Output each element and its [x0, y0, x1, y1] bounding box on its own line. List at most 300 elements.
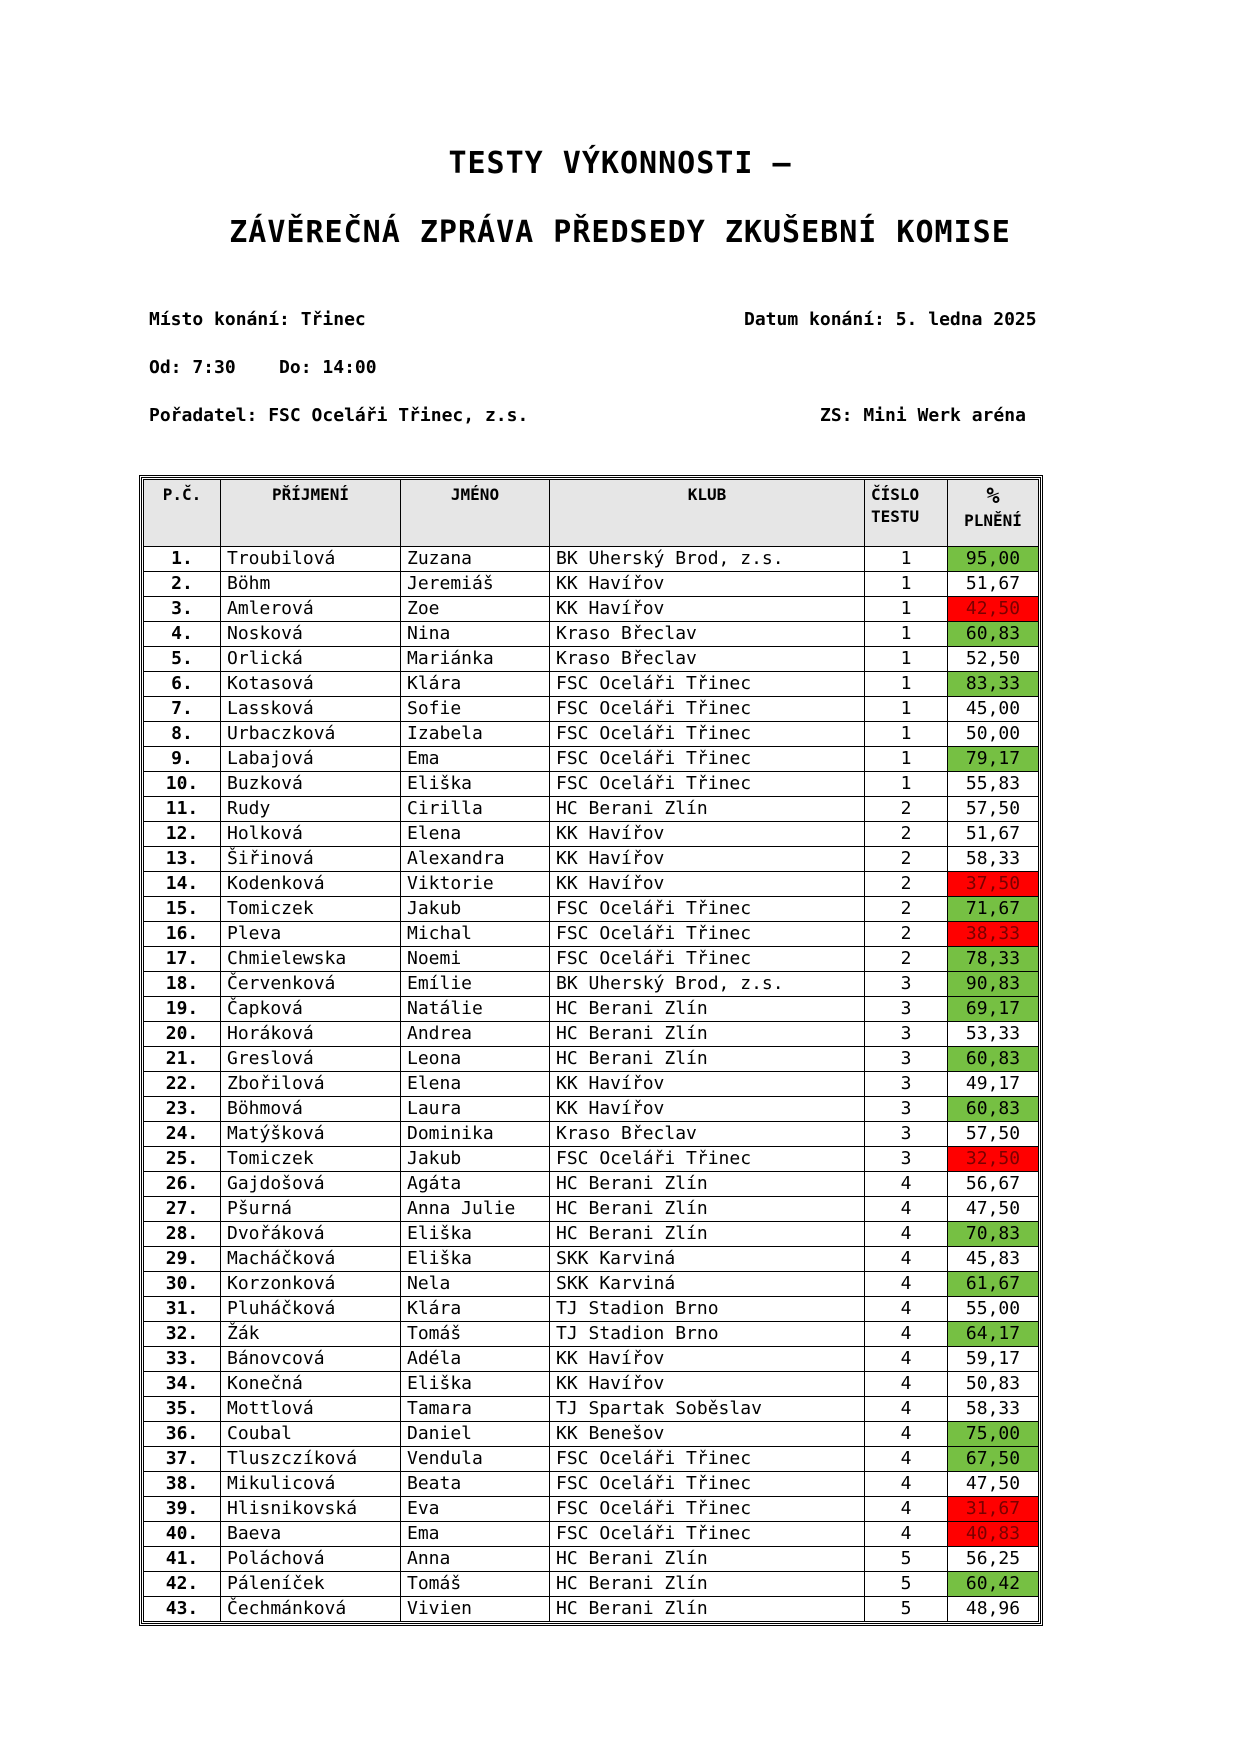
row-number: 42.	[144, 1572, 221, 1597]
first-name-cell: Tomáš	[401, 1572, 550, 1597]
club-cell: KK Havířov	[550, 847, 865, 872]
row-number: 2.	[144, 572, 221, 597]
row-number: 40.	[144, 1522, 221, 1547]
table-row	[144, 1547, 1039, 1572]
percent-icon: %	[986, 484, 1000, 509]
row-number: 14.	[144, 872, 221, 897]
surname-cell: Macháčková	[221, 1247, 401, 1272]
test-number-cell: 5	[865, 1572, 948, 1597]
first-name-cell: Zuzana	[401, 547, 550, 572]
score-cell: 60,83	[948, 1047, 1039, 1072]
score-cell: 56,25	[948, 1547, 1039, 1572]
test-number-cell: 3	[865, 1122, 948, 1147]
row-number: 23.	[144, 1097, 221, 1122]
row-number: 43.	[144, 1597, 221, 1622]
first-name-cell: Leona	[401, 1047, 550, 1072]
surname-cell: Kotasová	[221, 672, 401, 697]
rink-label: ZS: Mini Werk aréna	[820, 405, 1026, 426]
score-cell: 58,33	[948, 847, 1039, 872]
score-cell: 58,33	[948, 1397, 1039, 1422]
test-number-cell: 4	[865, 1297, 948, 1322]
first-name-cell: Elena	[401, 1072, 550, 1097]
surname-cell: Chmielewska	[221, 947, 401, 972]
first-name-cell: Jakub	[401, 897, 550, 922]
surname-cell: Gajdošová	[221, 1172, 401, 1197]
first-name-cell: Tamara	[401, 1397, 550, 1422]
club-cell: FSC Oceláři Třinec	[550, 722, 865, 747]
test-number-cell: 4	[865, 1197, 948, 1222]
test-number-cell: 4	[865, 1272, 948, 1297]
title-line-2: ZÁVĚREČNÁ ZPRÁVA PŘEDSEDY ZKUŠEBNÍ KOMISE	[229, 215, 1011, 250]
first-name-cell: Anna Julie	[401, 1197, 550, 1222]
surname-cell: Coubal	[221, 1422, 401, 1447]
surname-cell: Mottlová	[221, 1397, 401, 1422]
test-number-cell: 1	[865, 572, 948, 597]
first-name-cell: Agáta	[401, 1172, 550, 1197]
test-number-cell: 4	[865, 1422, 948, 1447]
surname-cell: Pluháčková	[221, 1297, 401, 1322]
surname-cell: Nosková	[221, 622, 401, 647]
row-number: 17.	[144, 947, 221, 972]
first-name-cell: Vendula	[401, 1447, 550, 1472]
club-cell: KK Havířov	[550, 822, 865, 847]
table-row	[144, 1047, 1039, 1072]
test-number-cell: 3	[865, 1147, 948, 1172]
first-name-cell: Nela	[401, 1272, 550, 1297]
score-cell: 49,17	[948, 1072, 1039, 1097]
test-number-cell: 4	[865, 1172, 948, 1197]
row-number: 10.	[144, 772, 221, 797]
header-jmeno: JMÉNO	[401, 480, 550, 547]
first-name-cell: Sofie	[401, 697, 550, 722]
score-cell: 79,17	[948, 747, 1039, 772]
table-row	[144, 597, 1039, 622]
club-cell: KK Havířov	[550, 572, 865, 597]
row-number: 22.	[144, 1072, 221, 1097]
surname-cell: Šiřinová	[221, 847, 401, 872]
surname-cell: Pšurná	[221, 1197, 401, 1222]
title-line-1: TESTY VÝKONNOSTI –	[448, 146, 792, 181]
header-klub: KLUB	[550, 480, 865, 547]
surname-cell: Lassková	[221, 697, 401, 722]
test-number-cell: 2	[865, 847, 948, 872]
surname-cell: Pleva	[221, 922, 401, 947]
row-number: 16.	[144, 922, 221, 947]
test-number-cell: 4	[865, 1397, 948, 1422]
score-cell: 57,50	[948, 797, 1039, 822]
row-number: 32.	[144, 1322, 221, 1347]
club-cell: HC Berani Zlín	[550, 1022, 865, 1047]
club-cell: Kraso Břeclav	[550, 1122, 865, 1147]
surname-cell: Rudy	[221, 797, 401, 822]
first-name-cell: Emílie	[401, 972, 550, 997]
row-number: 21.	[144, 1047, 221, 1072]
test-number-cell: 2	[865, 947, 948, 972]
table-row	[144, 1472, 1039, 1497]
first-name-cell: Alexandra	[401, 847, 550, 872]
test-number-cell: 2	[865, 797, 948, 822]
table-row	[144, 1597, 1039, 1622]
table-row	[144, 1447, 1039, 1472]
score-cell: 55,83	[948, 772, 1039, 797]
surname-cell: Baeva	[221, 1522, 401, 1547]
first-name-cell: Jeremiáš	[401, 572, 550, 597]
club-cell: HC Berani Zlín	[550, 797, 865, 822]
surname-cell: Čechmánková	[221, 1597, 401, 1622]
table-row	[144, 1172, 1039, 1197]
test-number-cell: 3	[865, 1047, 948, 1072]
first-name-cell: Mariánka	[401, 647, 550, 672]
score-cell: 95,00	[948, 547, 1039, 572]
header-cislo-testu	[865, 480, 948, 547]
score-cell: 47,50	[948, 1197, 1039, 1222]
table-row	[144, 1347, 1039, 1372]
first-name-cell: Beata	[401, 1472, 550, 1497]
score-cell: 60,83	[948, 1097, 1039, 1122]
club-cell: FSC Oceláři Třinec	[550, 1447, 865, 1472]
score-cell: 42,50	[948, 597, 1039, 622]
table-row	[144, 772, 1039, 797]
club-cell: HC Berani Zlín	[550, 1172, 865, 1197]
test-number-cell: 4	[865, 1447, 948, 1472]
table-row	[144, 697, 1039, 722]
club-cell: HC Berani Zlín	[550, 1572, 865, 1597]
test-number-cell: 4	[865, 1497, 948, 1522]
test-number-cell: 2	[865, 922, 948, 947]
table-row	[144, 1122, 1039, 1147]
table-row	[144, 872, 1039, 897]
score-cell: 57,50	[948, 1122, 1039, 1147]
header-cislo-line2: TESTU	[871, 507, 920, 526]
test-number-cell: 4	[865, 1347, 948, 1372]
club-cell: HC Berani Zlín	[550, 1547, 865, 1572]
table-row	[144, 822, 1039, 847]
surname-cell: Červenková	[221, 972, 401, 997]
test-number-cell: 5	[865, 1597, 948, 1622]
surname-cell: Tomiczek	[221, 1147, 401, 1172]
test-number-cell: 1	[865, 722, 948, 747]
club-cell: SKK Karviná	[550, 1272, 865, 1297]
first-name-cell: Eliška	[401, 772, 550, 797]
score-cell: 59,17	[948, 1347, 1039, 1372]
first-name-cell: Ema	[401, 1522, 550, 1547]
table-row	[144, 1322, 1039, 1347]
test-number-cell: 1	[865, 772, 948, 797]
score-cell: 31,67	[948, 1497, 1039, 1522]
club-cell: KK Havířov	[550, 597, 865, 622]
club-cell: FSC Oceláři Třinec	[550, 1472, 865, 1497]
table-row	[144, 847, 1039, 872]
first-name-cell: Klára	[401, 672, 550, 697]
row-number: 34.	[144, 1372, 221, 1397]
table-row	[144, 1147, 1039, 1172]
table-row	[144, 1522, 1039, 1547]
row-number: 35.	[144, 1397, 221, 1422]
table-row	[144, 1272, 1039, 1297]
first-name-cell: Zoe	[401, 597, 550, 622]
results-table	[143, 479, 1039, 1622]
test-number-cell: 4	[865, 1222, 948, 1247]
score-cell: 64,17	[948, 1322, 1039, 1347]
club-cell: FSC Oceláři Třinec	[550, 672, 865, 697]
row-number: 26.	[144, 1172, 221, 1197]
surname-cell: Tomiczek	[221, 897, 401, 922]
header-plneni	[948, 480, 1039, 547]
surname-cell: Holková	[221, 822, 401, 847]
surname-cell: Böhmová	[221, 1097, 401, 1122]
test-number-cell: 4	[865, 1522, 948, 1547]
table-row	[144, 647, 1039, 672]
test-number-cell: 1	[865, 547, 948, 572]
score-cell: 51,67	[948, 572, 1039, 597]
club-cell: KK Benešov	[550, 1422, 865, 1447]
club-cell: KK Havířov	[550, 1372, 865, 1397]
club-cell: BK Uherský Brod, z.s.	[550, 547, 865, 572]
row-number: 7.	[144, 697, 221, 722]
first-name-cell: Adéla	[401, 1347, 550, 1372]
test-number-cell: 1	[865, 597, 948, 622]
club-cell: HC Berani Zlín	[550, 1222, 865, 1247]
row-number: 36.	[144, 1422, 221, 1447]
surname-cell: Páleníček	[221, 1572, 401, 1597]
test-number-cell: 1	[865, 622, 948, 647]
first-name-cell: Eva	[401, 1497, 550, 1522]
table-row	[144, 547, 1039, 572]
test-number-cell: 4	[865, 1372, 948, 1397]
table-row	[144, 1572, 1039, 1597]
table-row	[144, 622, 1039, 647]
score-cell: 50,00	[948, 722, 1039, 747]
test-number-cell: 3	[865, 972, 948, 997]
first-name-cell: Jakub	[401, 1147, 550, 1172]
score-cell: 70,83	[948, 1222, 1039, 1247]
test-number-cell: 3	[865, 1097, 948, 1122]
club-cell: KK Havířov	[550, 1097, 865, 1122]
score-cell: 32,50	[948, 1147, 1039, 1172]
row-number: 33.	[144, 1347, 221, 1372]
table-row	[144, 972, 1039, 997]
table-row	[144, 1222, 1039, 1247]
surname-cell: Amlerová	[221, 597, 401, 622]
club-cell: KK Havířov	[550, 1347, 865, 1372]
row-number: 15.	[144, 897, 221, 922]
first-name-cell: Eliška	[401, 1372, 550, 1397]
first-name-cell: Dominika	[401, 1122, 550, 1147]
score-cell: 71,67	[948, 897, 1039, 922]
table-row	[144, 897, 1039, 922]
table-body	[144, 547, 1039, 1622]
first-name-cell: Elena	[401, 822, 550, 847]
surname-cell: Orlická	[221, 647, 401, 672]
score-cell: 67,50	[948, 1447, 1039, 1472]
score-cell: 83,33	[948, 672, 1039, 697]
surname-cell: Čapková	[221, 997, 401, 1022]
score-cell: 48,96	[948, 1597, 1039, 1622]
surname-cell: Konečná	[221, 1372, 401, 1397]
club-cell: TJ Spartak Soběslav	[550, 1397, 865, 1422]
club-cell: HC Berani Zlín	[550, 1597, 865, 1622]
table-row	[144, 572, 1039, 597]
first-name-cell: Eliška	[401, 1222, 550, 1247]
score-cell: 51,67	[948, 822, 1039, 847]
table-row	[144, 947, 1039, 972]
surname-cell: Poláchová	[221, 1547, 401, 1572]
score-cell: 75,00	[948, 1422, 1039, 1447]
row-number: 31.	[144, 1297, 221, 1322]
test-number-cell: 4	[865, 1247, 948, 1272]
club-cell: Kraso Břeclav	[550, 647, 865, 672]
row-number: 18.	[144, 972, 221, 997]
row-number: 3.	[144, 597, 221, 622]
score-cell: 47,50	[948, 1472, 1039, 1497]
club-cell: FSC Oceláři Třinec	[550, 1147, 865, 1172]
row-number: 39.	[144, 1497, 221, 1522]
score-cell: 69,17	[948, 997, 1039, 1022]
score-cell: 53,33	[948, 1022, 1039, 1047]
header-plneni-label: PLNĚNÍ	[964, 511, 1022, 530]
score-cell: 60,83	[948, 622, 1039, 647]
row-number: 8.	[144, 722, 221, 747]
header-cislo-line1: ČÍSLO	[871, 485, 920, 504]
club-cell: FSC Oceláři Třinec	[550, 922, 865, 947]
club-cell: FSC Oceláři Třinec	[550, 747, 865, 772]
surname-cell: Buzková	[221, 772, 401, 797]
first-name-cell: Daniel	[401, 1422, 550, 1447]
row-number: 29.	[144, 1247, 221, 1272]
row-number: 28.	[144, 1222, 221, 1247]
surname-cell: Bánovcová	[221, 1347, 401, 1372]
table-row	[144, 1372, 1039, 1397]
test-number-cell: 4	[865, 1472, 948, 1497]
surname-cell: Urbaczková	[221, 722, 401, 747]
first-name-cell: Michal	[401, 922, 550, 947]
club-cell: KK Havířov	[550, 872, 865, 897]
first-name-cell: Nina	[401, 622, 550, 647]
surname-cell: Greslová	[221, 1047, 401, 1072]
test-number-cell: 2	[865, 897, 948, 922]
score-cell: 50,83	[948, 1372, 1039, 1397]
test-number-cell: 1	[865, 747, 948, 772]
surname-cell: Matýšková	[221, 1122, 401, 1147]
test-number-cell: 3	[865, 997, 948, 1022]
row-number: 27.	[144, 1197, 221, 1222]
club-cell: HC Berani Zlín	[550, 1047, 865, 1072]
row-number: 37.	[144, 1447, 221, 1472]
header-prijmeni: PŘÍJMENÍ	[221, 480, 401, 547]
test-number-cell: 4	[865, 1322, 948, 1347]
table-row	[144, 1097, 1039, 1122]
table-row	[144, 1247, 1039, 1272]
row-number: 13.	[144, 847, 221, 872]
first-name-cell: Laura	[401, 1097, 550, 1122]
score-cell: 90,83	[948, 972, 1039, 997]
surname-cell: Zbořilová	[221, 1072, 401, 1097]
score-cell: 45,00	[948, 697, 1039, 722]
first-name-cell: Noemi	[401, 947, 550, 972]
club-cell: FSC Oceláři Třinec	[550, 897, 865, 922]
score-cell: 37,50	[948, 872, 1039, 897]
row-number: 41.	[144, 1547, 221, 1572]
row-number: 20.	[144, 1022, 221, 1047]
first-name-cell: Vivien	[401, 1597, 550, 1622]
surname-cell: Mikulicová	[221, 1472, 401, 1497]
score-cell: 78,33	[948, 947, 1039, 972]
row-number: 38.	[144, 1472, 221, 1497]
row-number: 24.	[144, 1122, 221, 1147]
test-number-cell: 1	[865, 672, 948, 697]
test-number-cell: 2	[865, 822, 948, 847]
date-label: Datum konání: 5. ledna 2025	[744, 309, 1037, 330]
table-row	[144, 1422, 1039, 1447]
time-label: Od: 7:30 Do: 14:00	[149, 357, 377, 378]
row-number: 9.	[144, 747, 221, 772]
score-cell: 61,67	[948, 1272, 1039, 1297]
first-name-cell: Natálie	[401, 997, 550, 1022]
club-cell: HC Berani Zlín	[550, 997, 865, 1022]
score-cell: 56,67	[948, 1172, 1039, 1197]
table-row	[144, 672, 1039, 697]
organizer-label: Pořadatel: FSC Oceláři Třinec, z.s.	[149, 405, 529, 426]
table-header-row	[144, 480, 1039, 547]
table-row	[144, 1397, 1039, 1422]
table-row	[144, 797, 1039, 822]
score-cell: 60,42	[948, 1572, 1039, 1597]
first-name-cell: Klára	[401, 1297, 550, 1322]
test-number-cell: 3	[865, 1072, 948, 1097]
club-cell: KK Havířov	[550, 1072, 865, 1097]
first-name-cell: Ema	[401, 747, 550, 772]
score-cell: 55,00	[948, 1297, 1039, 1322]
club-cell: FSC Oceláři Třinec	[550, 1522, 865, 1547]
test-number-cell: 1	[865, 697, 948, 722]
first-name-cell: Izabela	[401, 722, 550, 747]
table-row	[144, 1497, 1039, 1522]
table-row	[144, 747, 1039, 772]
row-number: 6.	[144, 672, 221, 697]
surname-cell: Tluszczíková	[221, 1447, 401, 1472]
club-cell: SKK Karviná	[550, 1247, 865, 1272]
surname-cell: Labajová	[221, 747, 401, 772]
row-number: 19.	[144, 997, 221, 1022]
table-row	[144, 1297, 1039, 1322]
first-name-cell: Eliška	[401, 1247, 550, 1272]
club-cell: FSC Oceláři Třinec	[550, 697, 865, 722]
table-row	[144, 1072, 1039, 1097]
first-name-cell: Andrea	[401, 1022, 550, 1047]
table-row	[144, 1197, 1039, 1222]
club-cell: BK Uherský Brod, z.s.	[550, 972, 865, 997]
first-name-cell: Anna	[401, 1547, 550, 1572]
table-row	[144, 722, 1039, 747]
table-row	[144, 922, 1039, 947]
surname-cell: Hlisnikovská	[221, 1497, 401, 1522]
header-pc: P.Č.	[144, 480, 221, 547]
score-cell: 38,33	[948, 922, 1039, 947]
test-number-cell: 3	[865, 1022, 948, 1047]
row-number: 4.	[144, 622, 221, 647]
surname-cell: Böhm	[221, 572, 401, 597]
score-cell: 52,50	[948, 647, 1039, 672]
test-number-cell: 1	[865, 647, 948, 672]
club-cell: TJ Stadion Brno	[550, 1322, 865, 1347]
row-number: 12.	[144, 822, 221, 847]
test-number-cell: 5	[865, 1547, 948, 1572]
club-cell: HC Berani Zlín	[550, 1197, 865, 1222]
first-name-cell: Cirilla	[401, 797, 550, 822]
club-cell: FSC Oceláři Třinec	[550, 947, 865, 972]
row-number: 30.	[144, 1272, 221, 1297]
results-table-frame	[139, 475, 1043, 1626]
